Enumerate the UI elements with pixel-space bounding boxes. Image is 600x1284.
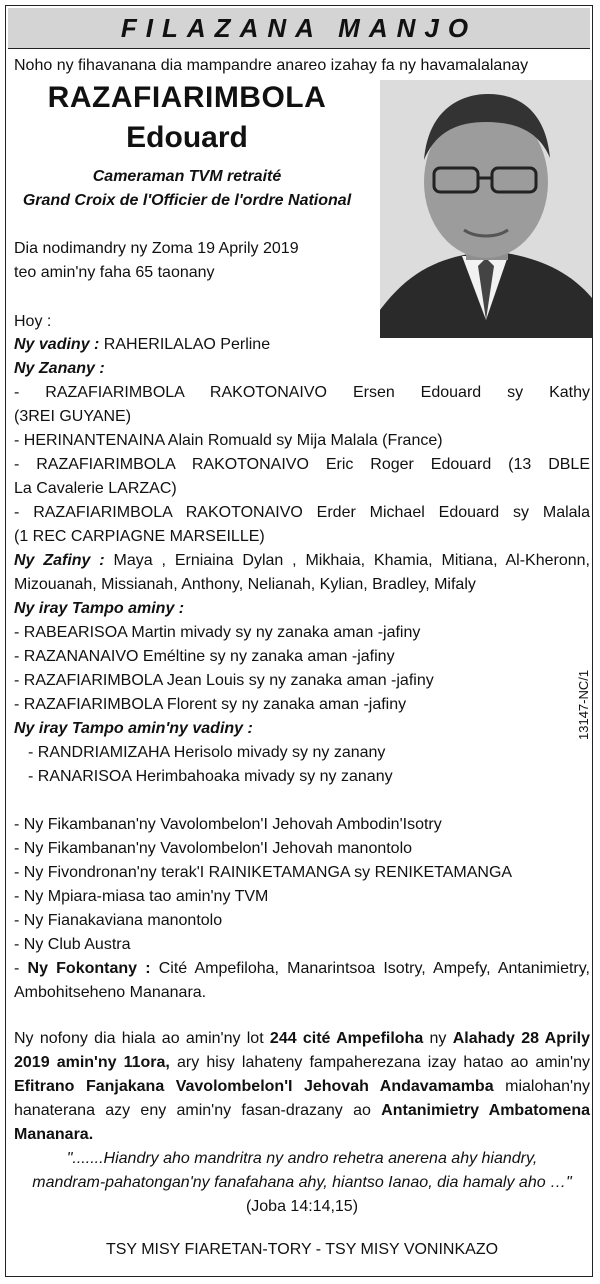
fokontany-dash: - [14, 960, 28, 977]
notice-header: FILAZANA MANJO [8, 8, 590, 49]
quote-line-2: mandram-pahatongan'ny fanafahana ahy, hiantso Ianao, dia hamaly aho …" [32, 1174, 572, 1191]
spouse-line [14, 333, 270, 357]
intro-text: Noho ny fihavanana dia mampandre anareo izahay fa ny havamalalanay [14, 57, 529, 74]
funeral-address: 244 cité Ampefiloha [269, 1030, 424, 1047]
funeral-text-3: ary hisy lahateny fampaherezana izay hatao ao amin'ny [169, 1054, 591, 1071]
child-2: - HERINANTENAINA Alain Romuald sy Mija Malala (France) [14, 432, 443, 449]
sibling-1: - RABEARISOA Martin mivady sy ny zanaka aman -jafiny [14, 624, 421, 641]
grandchildren-label: Ny Zafiny : [14, 552, 105, 569]
inlaws-label: Ny iray Tampo amin'ny vadiny : [14, 720, 253, 737]
funeral-burial-place: Antanimietry Ambatomena [381, 1102, 591, 1119]
child-3-line-2: La Cavalerie LARZAC) [14, 480, 177, 497]
sibling-3: - RAZAFIARIMBOLA Jean Louis sy ny zanaka aman -jafiny [14, 672, 434, 689]
child-3-line-1: - RAZAFIARIMBOLA RAKOTONAIVO Eric Roger Edouard (13 DBLE [14, 456, 590, 473]
siblings-label: Ny iray Tampo aminy : [14, 600, 185, 617]
org-5: - Ny Fianakaviana manontolo [14, 912, 223, 929]
quote-line-1: ".......Hiandry aho mandritra ny andro rehetra anerena ahy hiandry, [66, 1150, 538, 1167]
deceased-title-1: Cameraman TVM retraité [92, 168, 282, 185]
death-date: Dia nodimandry ny Zoma 19 Aprily 2019 [14, 240, 299, 257]
spouse-label: Ny vadiny : [14, 336, 100, 353]
hoy-label: Hoy : [14, 313, 52, 330]
org-6: - Ny Club Austra [14, 936, 131, 953]
deceased-firstname: Edouard [126, 121, 248, 154]
fokontany-label: Ny Fokontany : [27, 960, 151, 977]
footer-notice: TSY MISY FIARETAN-TORY - TSY MISY VONINKAZO [105, 1241, 499, 1258]
grandchildren-line-2: Mizouanah, Missianah, Anthony, Nelianah, Kylian, Bradley, Mifaly [14, 576, 476, 593]
funeral-text-5: hanaterana azy eny amin'ny fasan-drazany ao [14, 1102, 382, 1119]
deceased-portrait [380, 80, 592, 338]
org-4: - Ny Mpiara-miasa tao amin'ny TVM [14, 888, 269, 905]
children-label: Ny Zanany : [14, 360, 105, 377]
funeral-text-1: Ny nofony dia hiala ao amin'ny lot [14, 1030, 270, 1047]
deceased-surname: RAZAFIARIMBOLA [47, 81, 327, 114]
fokontany-line-1 [14, 957, 590, 981]
sibling-4: - RAZAFIARIMBOLA Florent sy ny zanaka aman -jafiny [14, 696, 407, 713]
child-1-line-2: (3REI GUYANE) [14, 408, 132, 425]
sibling-2: - RAZANANAIVO Eméltine sy ny zanaka aman -jafiny [14, 648, 395, 665]
funeral-text-2: ny [423, 1030, 453, 1047]
fokontany-places-1: Cité Ampefiloha, Manarintsoa Isotry, Ampefy, Antanimietry, [150, 960, 591, 977]
reference-code: 13147-NC/1 [576, 669, 591, 740]
child-1-line-1: - RAZAFIARIMBOLA RAKOTONAIVO Ersen Edouard sy Kathy [14, 384, 590, 401]
fokontany-line-2: Ambohitseheno Mananara. [14, 984, 207, 1001]
child-4-line-2: (1 REC CARPIAGNE MARSEILLE) [14, 528, 265, 545]
funeral-day: Alahady 28 Aprily [452, 1030, 591, 1047]
inlaw-2: - RANARISOA Herimbahoaka mivady sy ny zanany [28, 768, 393, 785]
funeral-hall: Efitrano Fanjakana Vavolombelon'I Jehovah Andavamamba [14, 1078, 494, 1095]
death-age: teo amin'ny faha 65 taonany [14, 264, 215, 281]
spouse-name: RAHERILALAO Perline [99, 336, 271, 353]
grandchildren-names-1: Maya , Erniaina Dylan , Mikhaia, Khamia, Mitiana, Al-Kheronn, [104, 552, 590, 569]
funeral-time: 2019 amin'ny 11ora, [14, 1054, 170, 1071]
funeral-burial-town: Mananara. [14, 1126, 94, 1143]
org-3: - Ny Fivondronan'ny terak'I RAINIKETAMANGA sy RENIKETAMANGA [14, 864, 513, 881]
funeral-text-4: mialohan'ny [493, 1078, 591, 1095]
quote-reference: (Joba 14:14,15) [245, 1198, 359, 1215]
child-4-line-1: - RAZAFIARIMBOLA RAKOTONAIVO Erder Michael Edouard sy Malala [14, 504, 590, 521]
org-2: - Ny Fikambanan'ny Vavolombelon'I Jehovah manontolo [14, 840, 413, 857]
inlaw-1: - RANDRIAMIZAHA Herisolo mivady sy ny zanany [28, 744, 386, 761]
org-1: - Ny Fikambanan'ny Vavolombelon'I Jehovah Ambodin'Isotry [14, 816, 442, 833]
grandchildren-line-1 [14, 549, 590, 573]
deceased-title-2: Grand Croix de l'Officier de l'ordre National [22, 192, 352, 209]
funeral-paragraph [14, 1027, 590, 1147]
